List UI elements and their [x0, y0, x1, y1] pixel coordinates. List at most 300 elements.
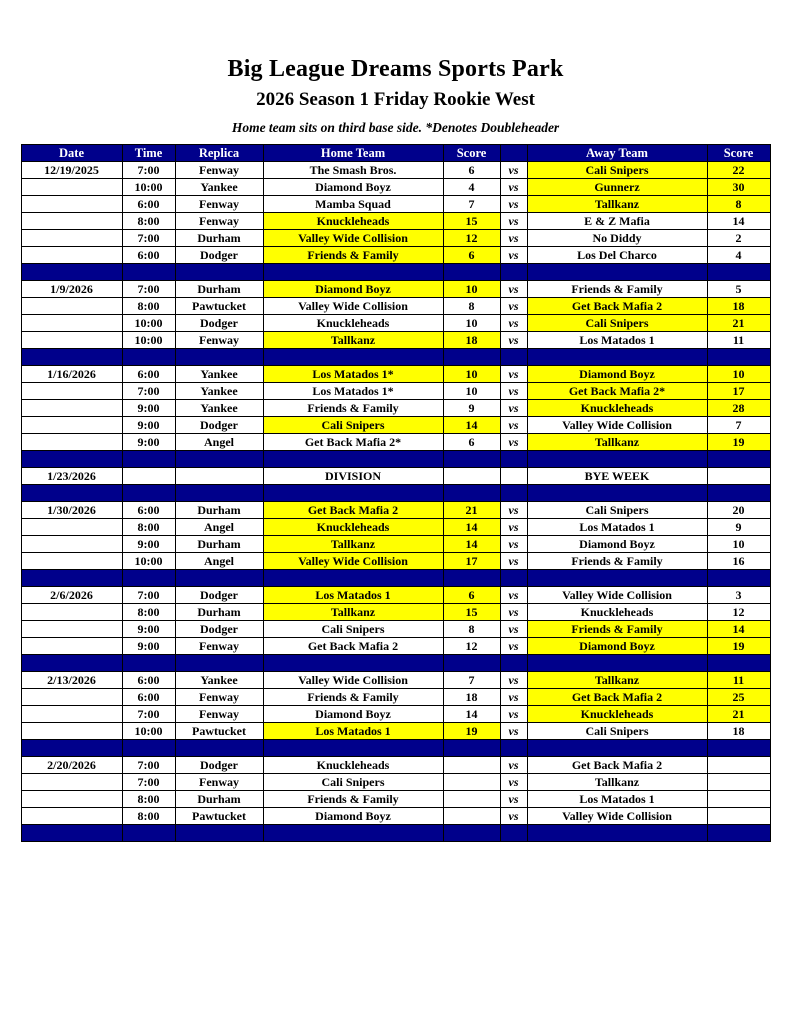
- home-team-cell: Los Matados 1: [263, 723, 443, 740]
- away-team-cell: Gunnerz: [527, 179, 707, 196]
- away-score-cell: 19: [707, 434, 770, 451]
- time-cell: 7:00: [122, 757, 175, 774]
- separator-cell: [500, 485, 527, 502]
- schedule-row: [21, 468, 770, 485]
- separator-cell: [707, 740, 770, 757]
- away-score-cell: 22: [707, 162, 770, 179]
- home-team-cell: Knuckleheads: [263, 519, 443, 536]
- replica-cell: Yankee: [175, 672, 263, 689]
- separator-cell: [122, 825, 175, 842]
- separator-cell: [21, 825, 122, 842]
- home-team-cell: Valley Wide Collision: [263, 298, 443, 315]
- vs-cell: vs: [500, 774, 527, 791]
- time-cell: 8:00: [122, 791, 175, 808]
- schedule-table: [21, 144, 771, 842]
- replica-cell: Dodger: [175, 247, 263, 264]
- separator-cell: [175, 485, 263, 502]
- separator-cell: [500, 825, 527, 842]
- home-team-cell: Diamond Boyz: [263, 281, 443, 298]
- replica-cell: Fenway: [175, 774, 263, 791]
- home-score-cell: [443, 468, 500, 485]
- home-score-cell: 7: [443, 672, 500, 689]
- date-cell: [21, 213, 122, 230]
- home-team-cell: Knuckleheads: [263, 315, 443, 332]
- replica-cell: Durham: [175, 604, 263, 621]
- separator-cell: [21, 264, 122, 281]
- away-score-cell: 21: [707, 706, 770, 723]
- vs-cell: vs: [500, 536, 527, 553]
- home-score-cell: [443, 774, 500, 791]
- schedule-row: [21, 230, 770, 247]
- time-cell: 10:00: [122, 332, 175, 349]
- separator-row: [21, 451, 770, 468]
- date-cell: [21, 417, 122, 434]
- home-team-cell: Los Matados 1*: [263, 366, 443, 383]
- replica-cell: Durham: [175, 536, 263, 553]
- schedule-row: [21, 213, 770, 230]
- replica-cell: Durham: [175, 281, 263, 298]
- schedule-row: [21, 553, 770, 570]
- separator-cell: [443, 740, 500, 757]
- time-cell: 10:00: [122, 553, 175, 570]
- replica-cell: Dodger: [175, 315, 263, 332]
- away-score-cell: 28: [707, 400, 770, 417]
- separator-cell: [443, 570, 500, 587]
- away-team-cell: Valley Wide Collision: [527, 587, 707, 604]
- home-score-cell: 12: [443, 638, 500, 655]
- away-score-cell: 18: [707, 723, 770, 740]
- replica-cell: Dodger: [175, 621, 263, 638]
- separator-cell: [500, 570, 527, 587]
- time-cell: 7:00: [122, 230, 175, 247]
- vs-cell: vs: [500, 417, 527, 434]
- home-score-cell: 14: [443, 536, 500, 553]
- separator-cell: [263, 570, 443, 587]
- home-score-cell: 8: [443, 621, 500, 638]
- vs-cell: vs: [500, 587, 527, 604]
- replica-cell: Yankee: [175, 400, 263, 417]
- home-score-cell: 12: [443, 230, 500, 247]
- home-score-cell: 7: [443, 196, 500, 213]
- home-score-cell: 18: [443, 332, 500, 349]
- separator-row: [21, 349, 770, 366]
- home-team-cell: DIVISION: [263, 468, 443, 485]
- away-score-cell: 8: [707, 196, 770, 213]
- date-cell: [21, 536, 122, 553]
- vs-cell: vs: [500, 604, 527, 621]
- home-score-cell: 4: [443, 179, 500, 196]
- time-cell: 9:00: [122, 621, 175, 638]
- away-score-cell: [707, 468, 770, 485]
- away-team-cell: Tallkanz: [527, 672, 707, 689]
- home-score-cell: 17: [443, 553, 500, 570]
- date-cell: 1/23/2026: [21, 468, 122, 485]
- away-team-cell: Knuckleheads: [527, 706, 707, 723]
- separator-cell: [443, 485, 500, 502]
- replica-cell: Fenway: [175, 213, 263, 230]
- separator-cell: [122, 570, 175, 587]
- home-score-cell: 10: [443, 383, 500, 400]
- separator-cell: [500, 349, 527, 366]
- separator-cell: [122, 451, 175, 468]
- home-team-cell: Diamond Boyz: [263, 179, 443, 196]
- separator-cell: [707, 570, 770, 587]
- separator-cell: [707, 485, 770, 502]
- home-team-cell: Get Back Mafia 2: [263, 638, 443, 655]
- away-score-cell: 30: [707, 179, 770, 196]
- home-team-cell: Los Matados 1: [263, 587, 443, 604]
- schedule-page: [0, 56, 791, 842]
- separator-cell: [122, 655, 175, 672]
- away-score-cell: [707, 757, 770, 774]
- separator-cell: [500, 451, 527, 468]
- separator-cell: [443, 349, 500, 366]
- date-cell: 1/16/2026: [21, 366, 122, 383]
- date-cell: 2/13/2026: [21, 672, 122, 689]
- time-cell: [122, 468, 175, 485]
- separator-cell: [527, 485, 707, 502]
- away-team-cell: Get Back Mafia 2*: [527, 383, 707, 400]
- away-team-cell: Diamond Boyz: [527, 638, 707, 655]
- home-score-cell: 8: [443, 298, 500, 315]
- separator-cell: [263, 825, 443, 842]
- home-score-cell: 14: [443, 417, 500, 434]
- separator-cell: [443, 451, 500, 468]
- separator-cell: [175, 825, 263, 842]
- column-header-away-team: Away Team: [527, 145, 707, 162]
- home-team-cell: Friends & Family: [263, 689, 443, 706]
- column-header-home-score: Score: [443, 145, 500, 162]
- date-cell: [21, 247, 122, 264]
- away-score-cell: 2: [707, 230, 770, 247]
- home-score-cell: [443, 808, 500, 825]
- away-score-cell: 19: [707, 638, 770, 655]
- replica-cell: Pawtucket: [175, 298, 263, 315]
- date-cell: [21, 638, 122, 655]
- replica-cell: Fenway: [175, 332, 263, 349]
- separator-cell: [122, 349, 175, 366]
- away-team-cell: Friends & Family: [527, 281, 707, 298]
- away-score-cell: 14: [707, 213, 770, 230]
- away-score-cell: 11: [707, 672, 770, 689]
- away-team-cell: Tallkanz: [527, 774, 707, 791]
- separator-cell: [500, 655, 527, 672]
- schedule-row: [21, 298, 770, 315]
- column-header-date: Date: [21, 145, 122, 162]
- home-team-cell: Get Back Mafia 2: [263, 502, 443, 519]
- schedule-row: [21, 315, 770, 332]
- separator-cell: [527, 264, 707, 281]
- away-team-cell: Knuckleheads: [527, 400, 707, 417]
- date-cell: [21, 383, 122, 400]
- vs-cell: vs: [500, 400, 527, 417]
- home-score-cell: 19: [443, 723, 500, 740]
- schedule-row: [21, 247, 770, 264]
- separator-cell: [263, 485, 443, 502]
- away-score-cell: 3: [707, 587, 770, 604]
- schedule-row: [21, 723, 770, 740]
- home-score-cell: [443, 757, 500, 774]
- separator-cell: [263, 349, 443, 366]
- schedule-row: [21, 808, 770, 825]
- separator-cell: [21, 485, 122, 502]
- time-cell: 10:00: [122, 179, 175, 196]
- date-cell: [21, 298, 122, 315]
- time-cell: 8:00: [122, 519, 175, 536]
- table-header-row: [21, 145, 770, 162]
- separator-row: [21, 570, 770, 587]
- away-team-cell: Cali Snipers: [527, 502, 707, 519]
- home-score-cell: 21: [443, 502, 500, 519]
- date-cell: 1/9/2026: [21, 281, 122, 298]
- time-cell: 8:00: [122, 604, 175, 621]
- separator-cell: [21, 349, 122, 366]
- away-score-cell: 5: [707, 281, 770, 298]
- away-score-cell: 9: [707, 519, 770, 536]
- page-note: Home team sits on third base side. *Denotes Doubleheader: [231, 120, 560, 135]
- schedule-row: [21, 604, 770, 621]
- away-score-cell: [707, 774, 770, 791]
- away-team-cell: Get Back Mafia 2: [527, 689, 707, 706]
- away-team-cell: Cali Snipers: [527, 162, 707, 179]
- separator-cell: [175, 570, 263, 587]
- away-team-cell: Los Matados 1: [527, 519, 707, 536]
- away-team-cell: Get Back Mafia 2: [527, 757, 707, 774]
- home-team-cell: Cali Snipers: [263, 621, 443, 638]
- vs-cell: vs: [500, 621, 527, 638]
- page-title: Big League Dreams Sports Park: [227, 56, 564, 82]
- away-score-cell: 18: [707, 298, 770, 315]
- home-team-cell: Valley Wide Collision: [263, 553, 443, 570]
- replica-cell: Yankee: [175, 383, 263, 400]
- away-team-cell: Los Matados 1: [527, 791, 707, 808]
- separator-cell: [263, 264, 443, 281]
- replica-cell: Angel: [175, 553, 263, 570]
- separator-cell: [263, 655, 443, 672]
- time-cell: 6:00: [122, 689, 175, 706]
- time-cell: 9:00: [122, 417, 175, 434]
- schedule-row: [21, 519, 770, 536]
- replica-cell: Yankee: [175, 366, 263, 383]
- vs-cell: vs: [500, 383, 527, 400]
- separator-cell: [21, 570, 122, 587]
- separator-cell: [527, 655, 707, 672]
- replica-cell: Dodger: [175, 757, 263, 774]
- time-cell: 8:00: [122, 213, 175, 230]
- date-cell: [21, 400, 122, 417]
- time-cell: 7:00: [122, 162, 175, 179]
- home-team-cell: The Smash Bros.: [263, 162, 443, 179]
- away-team-cell: No Diddy: [527, 230, 707, 247]
- page-subtitle: 2026 Season 1 Friday Rookie West: [256, 89, 535, 110]
- home-score-cell: 6: [443, 247, 500, 264]
- away-score-cell: 12: [707, 604, 770, 621]
- replica-cell: Yankee: [175, 179, 263, 196]
- schedule-row: [21, 332, 770, 349]
- time-cell: 10:00: [122, 723, 175, 740]
- vs-cell: vs: [500, 689, 527, 706]
- away-score-cell: 21: [707, 315, 770, 332]
- schedule-row: [21, 383, 770, 400]
- date-cell: [21, 689, 122, 706]
- date-cell: [21, 230, 122, 247]
- away-team-cell: Cali Snipers: [527, 723, 707, 740]
- vs-cell: vs: [500, 638, 527, 655]
- date-cell: [21, 791, 122, 808]
- time-cell: 7:00: [122, 706, 175, 723]
- separator-cell: [263, 740, 443, 757]
- separator-cell: [500, 264, 527, 281]
- away-score-cell: 20: [707, 502, 770, 519]
- home-team-cell: Knuckleheads: [263, 213, 443, 230]
- replica-cell: Fenway: [175, 196, 263, 213]
- away-score-cell: 10: [707, 536, 770, 553]
- separator-cell: [21, 451, 122, 468]
- away-team-cell: Valley Wide Collision: [527, 417, 707, 434]
- schedule-row: [21, 536, 770, 553]
- replica-cell: Fenway: [175, 689, 263, 706]
- home-team-cell: Tallkanz: [263, 604, 443, 621]
- schedule-row: [21, 774, 770, 791]
- separator-cell: [263, 451, 443, 468]
- home-score-cell: 18: [443, 689, 500, 706]
- away-team-cell: Diamond Boyz: [527, 366, 707, 383]
- separator-cell: [707, 451, 770, 468]
- replica-cell: Angel: [175, 519, 263, 536]
- schedule-row: [21, 502, 770, 519]
- vs-cell: vs: [500, 672, 527, 689]
- schedule-row: [21, 281, 770, 298]
- vs-cell: vs: [500, 281, 527, 298]
- schedule-row: [21, 400, 770, 417]
- separator-cell: [175, 264, 263, 281]
- separator-cell: [122, 264, 175, 281]
- separator-row: [21, 825, 770, 842]
- time-cell: 10:00: [122, 315, 175, 332]
- away-team-cell: Friends & Family: [527, 553, 707, 570]
- home-score-cell: 6: [443, 434, 500, 451]
- date-cell: [21, 179, 122, 196]
- home-score-cell: 6: [443, 587, 500, 604]
- schedule-row: [21, 791, 770, 808]
- home-team-cell: Tallkanz: [263, 536, 443, 553]
- vs-cell: vs: [500, 247, 527, 264]
- column-header-vs: [500, 145, 527, 162]
- replica-cell: Fenway: [175, 162, 263, 179]
- replica-cell: Pawtucket: [175, 723, 263, 740]
- time-cell: 7:00: [122, 281, 175, 298]
- home-team-cell: Get Back Mafia 2*: [263, 434, 443, 451]
- away-score-cell: 17: [707, 383, 770, 400]
- separator-cell: [527, 825, 707, 842]
- replica-cell: Fenway: [175, 706, 263, 723]
- away-team-cell: Friends & Family: [527, 621, 707, 638]
- vs-cell: vs: [500, 315, 527, 332]
- replica-cell: Dodger: [175, 587, 263, 604]
- home-score-cell: 6: [443, 162, 500, 179]
- away-team-cell: E & Z Mafia: [527, 213, 707, 230]
- away-team-cell: Tallkanz: [527, 196, 707, 213]
- schedule-row: [21, 638, 770, 655]
- vs-cell: vs: [500, 298, 527, 315]
- home-score-cell: 10: [443, 366, 500, 383]
- replica-cell: Durham: [175, 791, 263, 808]
- away-team-cell: Get Back Mafia 2: [527, 298, 707, 315]
- away-team-cell: Valley Wide Collision: [527, 808, 707, 825]
- separator-cell: [122, 485, 175, 502]
- date-cell: 12/19/2025: [21, 162, 122, 179]
- vs-cell: vs: [500, 808, 527, 825]
- date-cell: [21, 808, 122, 825]
- time-cell: 7:00: [122, 383, 175, 400]
- date-cell: [21, 519, 122, 536]
- schedule-row: [21, 366, 770, 383]
- separator-cell: [527, 451, 707, 468]
- time-cell: 6:00: [122, 502, 175, 519]
- time-cell: 6:00: [122, 247, 175, 264]
- date-cell: [21, 434, 122, 451]
- time-cell: 8:00: [122, 808, 175, 825]
- home-score-cell: 14: [443, 519, 500, 536]
- home-team-cell: Diamond Boyz: [263, 706, 443, 723]
- separator-cell: [443, 825, 500, 842]
- replica-cell: Durham: [175, 230, 263, 247]
- date-cell: [21, 723, 122, 740]
- home-score-cell: 10: [443, 315, 500, 332]
- separator-cell: [500, 740, 527, 757]
- time-cell: 9:00: [122, 434, 175, 451]
- separator-row: [21, 655, 770, 672]
- time-cell: 6:00: [122, 196, 175, 213]
- vs-cell: vs: [500, 434, 527, 451]
- column-header-away-score: Score: [707, 145, 770, 162]
- away-score-cell: 16: [707, 553, 770, 570]
- replica-cell: Dodger: [175, 417, 263, 434]
- away-team-cell: Knuckleheads: [527, 604, 707, 621]
- separator-cell: [175, 740, 263, 757]
- vs-cell: vs: [500, 706, 527, 723]
- separator-cell: [707, 825, 770, 842]
- home-team-cell: Knuckleheads: [263, 757, 443, 774]
- separator-cell: [21, 655, 122, 672]
- away-score-cell: [707, 791, 770, 808]
- away-team-cell: Los Del Charco: [527, 247, 707, 264]
- away-score-cell: 14: [707, 621, 770, 638]
- date-cell: [21, 706, 122, 723]
- schedule-row: [21, 689, 770, 706]
- time-cell: 9:00: [122, 638, 175, 655]
- schedule-row: [21, 621, 770, 638]
- schedule-row: [21, 706, 770, 723]
- separator-row: [21, 740, 770, 757]
- replica-cell: Pawtucket: [175, 808, 263, 825]
- vs-cell: vs: [500, 553, 527, 570]
- separator-cell: [443, 655, 500, 672]
- date-cell: [21, 315, 122, 332]
- schedule-row: [21, 417, 770, 434]
- home-score-cell: [443, 791, 500, 808]
- vs-cell: vs: [500, 791, 527, 808]
- vs-cell: vs: [500, 519, 527, 536]
- away-score-cell: 11: [707, 332, 770, 349]
- separator-cell: [527, 570, 707, 587]
- away-score-cell: 10: [707, 366, 770, 383]
- time-cell: 9:00: [122, 400, 175, 417]
- separator-row: [21, 485, 770, 502]
- home-score-cell: 9: [443, 400, 500, 417]
- home-score-cell: 15: [443, 604, 500, 621]
- schedule-row: [21, 587, 770, 604]
